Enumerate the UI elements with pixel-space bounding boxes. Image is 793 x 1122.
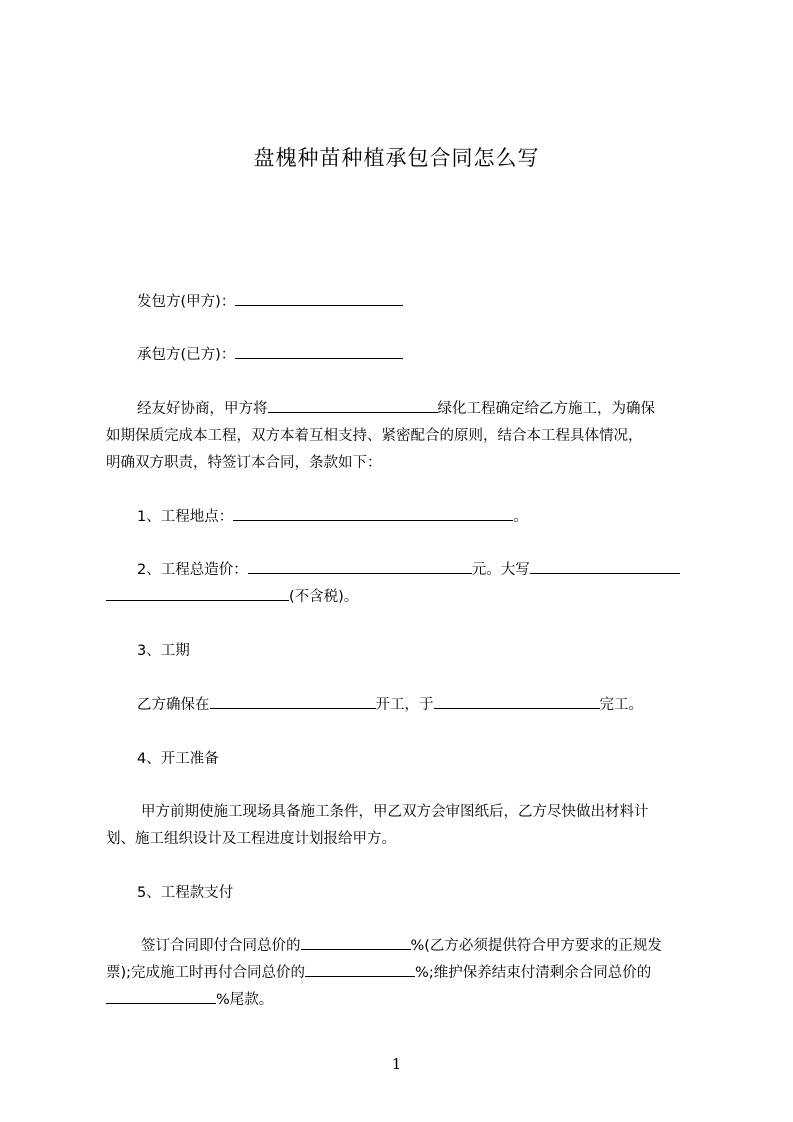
party-b-blank: [235, 345, 403, 359]
final-payment-blank: [106, 990, 216, 1004]
section-5-heading: 5、工程款支付: [137, 885, 234, 901]
completion-payment-blank: [305, 963, 415, 977]
section-5-line-1: [141, 936, 662, 956]
location-blank: [233, 507, 513, 521]
section-3-line: [137, 695, 643, 715]
party-b-label: 承包方(已方)：: [137, 347, 236, 363]
section-5-line-3: [106, 990, 273, 1010]
section-3-mid: 开工，于: [375, 697, 434, 713]
end-date-blank: [434, 695, 600, 709]
section-2-line-2: [106, 587, 358, 607]
section-5-l1-post: %(乙方必须提供符合甲方要求的正规发: [410, 938, 662, 954]
section-5-l3-post: %尾款。: [216, 992, 274, 1008]
section-4-line-1: 甲方前期使施工现场具备施工条件，甲乙双方会审图纸后，乙方尽快做出材料计: [141, 804, 649, 820]
intro-project-blank: [268, 399, 438, 413]
intro-line-2: 如期保质完成本工程，双方本着互相支持、紧密配合的原则，结合本工程具体情况，: [106, 428, 643, 444]
section-2-mid: 元。大写: [471, 562, 530, 578]
party-b-line: [137, 345, 403, 365]
document-title: 盘槐种苗种植承包合同怎么写: [253, 146, 540, 170]
section-4-heading: 4、开工准备: [137, 751, 219, 767]
intro-text-post: 绿化工程确定给乙方施工，为确保: [437, 401, 655, 417]
section-4-line-2: 划、施工组织设计及工程进度计划报给甲方。: [106, 831, 396, 847]
section-1-end: 。: [513, 509, 528, 525]
start-date-blank: [210, 695, 376, 709]
section-5-l2-pre: 票);完成施工时再付合同总价的: [106, 965, 306, 981]
price-words-blank-1: [530, 560, 680, 574]
section-3-heading: 3、工期: [137, 643, 190, 659]
intro-line-1: [137, 399, 655, 419]
section-5-l1-pre: 签订合同即付合同总价的: [141, 938, 301, 954]
section-5-line-2: [106, 963, 651, 983]
section-2-line-1: [137, 560, 680, 580]
down-payment-blank: [301, 936, 411, 950]
party-a-line: [137, 292, 403, 312]
party-a-blank: [235, 292, 403, 306]
section-2-end: (不含税)。: [289, 589, 359, 605]
section-3-end: 完工。: [599, 697, 643, 713]
price-words-blank-2: [106, 587, 289, 601]
intro-line-3: 明确双方职责，特签订本合同，条款如下：: [106, 455, 382, 471]
section-2-label: 2、工程总造价：: [137, 562, 248, 578]
party-a-label: 发包方(甲方)：: [137, 294, 236, 310]
page-number: 1: [391, 1055, 402, 1073]
section-5-l2-post: %;维护保养结束付清剩余合同总价的: [415, 965, 652, 981]
section-3-pre: 乙方确保在: [137, 697, 210, 713]
price-number-blank: [248, 560, 472, 574]
section-1-label: 1、工程地点：: [137, 509, 234, 525]
intro-text-pre: 经友好协商，甲方将: [137, 401, 268, 417]
section-1-line: [137, 507, 528, 527]
